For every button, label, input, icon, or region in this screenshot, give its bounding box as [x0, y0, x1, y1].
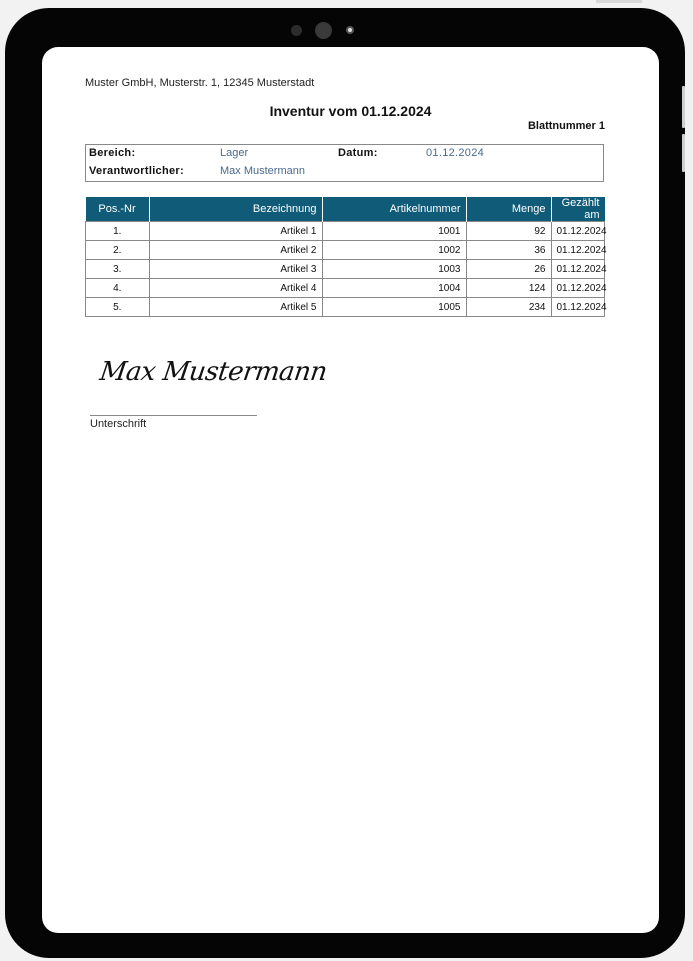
page-title: Inventur vom 01.12.2024	[269, 103, 432, 119]
info-row	[86, 165, 603, 182]
cell-counted: 01.12.2024	[551, 241, 605, 260]
cell-counted: 01.12.2024	[551, 279, 605, 298]
cell-name: Artikel 4	[149, 279, 322, 298]
volume-down-button	[682, 134, 685, 172]
column-header-name: Bezeichnung	[149, 197, 322, 222]
handwritten-signature: Max Mustermann	[97, 357, 329, 387]
cell-pos: 4.	[86, 279, 150, 298]
light-sensor-icon	[346, 26, 354, 34]
table-row	[86, 222, 605, 241]
cell-name: Artikel 1	[149, 222, 322, 241]
column-header-counted: Gezählt am	[551, 197, 605, 222]
cell-article: 1001	[322, 222, 466, 241]
table-row	[86, 279, 605, 298]
cell-counted: 01.12.2024	[551, 260, 605, 279]
cell-name: Artikel 5	[149, 298, 322, 317]
sender-address: Muster GmbH, Musterstr. 1, 12345 Musterstadt	[85, 77, 315, 89]
table-row	[86, 260, 605, 279]
table-row	[86, 241, 605, 260]
document-screen	[42, 47, 659, 933]
info-box	[85, 144, 604, 182]
sensor-icon	[291, 25, 302, 36]
column-header-article: Artikelnummer	[322, 197, 466, 222]
area-label: Bereich:	[89, 147, 136, 159]
cell-quantity: 234	[466, 298, 551, 317]
date-label: Datum:	[338, 147, 378, 159]
column-header-pos: Pos.-Nr	[86, 197, 150, 222]
cell-article: 1003	[322, 260, 466, 279]
responsible-value: Max Mustermann	[220, 165, 305, 177]
camera-icon	[315, 22, 332, 39]
cell-article: 1002	[322, 241, 466, 260]
signature-label: Unterschrift	[90, 418, 147, 430]
cell-pos: 2.	[86, 241, 150, 260]
cell-quantity: 36	[466, 241, 551, 260]
volume-up-button	[682, 86, 685, 128]
responsible-label: Verantwortlicher:	[89, 165, 184, 177]
table-header-row	[86, 197, 605, 222]
column-header-quantity: Menge	[466, 197, 551, 222]
cell-name: Artikel 2	[149, 241, 322, 260]
signature-line	[90, 415, 257, 416]
area-value: Lager	[220, 147, 249, 159]
cell-quantity: 124	[466, 279, 551, 298]
cell-article: 1005	[322, 298, 466, 317]
date-value: 01.12.2024	[426, 147, 485, 159]
tablet-frame	[5, 8, 685, 958]
table-row	[86, 298, 605, 317]
cell-pos: 5.	[86, 298, 150, 317]
cell-pos: 1.	[86, 222, 150, 241]
top-edge-strip	[596, 0, 642, 3]
sheet-number: Blattnummer 1	[527, 120, 605, 132]
cell-quantity: 26	[466, 260, 551, 279]
cell-name: Artikel 3	[149, 260, 322, 279]
cell-counted: 01.12.2024	[551, 298, 605, 317]
cell-quantity: 92	[466, 222, 551, 241]
cell-counted: 01.12.2024	[551, 222, 605, 241]
info-row	[86, 147, 603, 164]
inventory-table	[85, 197, 605, 317]
cell-article: 1004	[322, 279, 466, 298]
cell-pos: 3.	[86, 260, 150, 279]
